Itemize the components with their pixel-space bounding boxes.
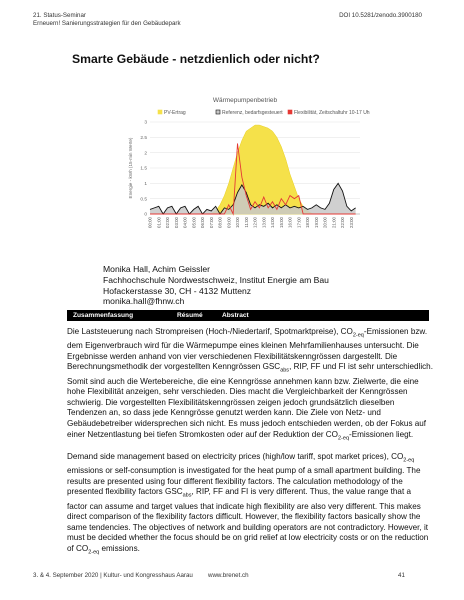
x-tick-label: 21:00: [331, 217, 337, 228]
x-tick-label: 20:00: [322, 217, 328, 228]
doi: DOI 10.5281/zenodo.3900180: [339, 12, 422, 19]
x-tick-label: 04:00: [182, 217, 188, 228]
author-institution: Fachhochschule Nordwestschweiz, Institut Energie am Bau: [103, 274, 329, 285]
tab-resume[interactable]: Résumé: [177, 311, 203, 319]
y-tick-label: 0.5: [140, 197, 147, 203]
y-tick-label: 2.5: [140, 135, 147, 141]
author-address: Hofackerstasse 30, CH - 4132 Muttenz: [103, 285, 252, 296]
x-tick-label: 03:00: [173, 217, 179, 228]
tab-abstract[interactable]: Abstract: [222, 311, 249, 319]
page-title: Smarte Gebäude - netzdienlich oder nicht?: [72, 52, 320, 66]
x-tick-label: 11:00: [243, 217, 249, 228]
legend-entry: Flexibilität, Zeitschaltuhr 10-17 Uhr: [294, 110, 370, 116]
series-pv-area: [150, 125, 356, 214]
y-tick-label: 1: [144, 181, 147, 187]
x-tick-label: 10:00: [235, 217, 240, 228]
legend-swatch: [158, 110, 162, 114]
x-tick-label: 00:00: [147, 217, 153, 228]
x-tick-label: 02:00: [165, 217, 170, 228]
x-tick-label: 12:00: [252, 217, 258, 228]
seminar-name: 21. Status-Seminar: [33, 12, 86, 19]
legend-swatch: [216, 110, 220, 114]
x-tick-label: 23:00: [348, 217, 354, 228]
heat-pump-chart: [120, 92, 370, 252]
y-axis-label: Energie - kWh (15-min Werte): [128, 137, 133, 199]
y-tick-label: 0: [144, 212, 147, 218]
x-tick-label: 13:00: [261, 217, 267, 228]
x-tick-label: 18:00: [305, 217, 310, 228]
abstract-german: Die Laststeuerung nach Strompreisen (Hoch-/Niedertarif, Spotmarktpreise), $CO_{2-eq}$-Emissionen bzw. dem Eigenverbrauch wird für die Wärmepumpe eines kleinen Mehrfamilienhauses untersucht. Die Ergebnisse werden anhand von vier verschiedenen Flexibilitätskenngrössen dargestellt. Die Berechnungsmethodik der vorgestellten Kenngrössen $GSC_{abs}$, RIP, FF und FI ist sehr unterschiedlich. Somit sind auch die Wertebereiche, die eine Kenngrösse annehmen kann bzw. Zielwerte, die eine hohe Flexibilität anzeigen, sehr verschieden. Dies macht die Vergleichbarkeit der Kenngrössen schwierig. Die vorgestellten Flexibilitätskenngrössen zeigen jedoch grundsätzlich dieselben Tendenzen an, so dass jede Kenngrösse genutzt werden kann. Die Ziele von Netz- und Gebäudebetreiber widersprechen sich nicht. Es muss jedoch entschieden werden, ob der Fokus auf einer Netzentlastung bei tiefen Stromkosten oder auf der Reduktion der $CO_{2-eq}$-Emissionen liegt.: [67, 327, 433, 442]
legend-entry: Referenz, bedarfsgesteuert: [222, 110, 283, 116]
author-names: Monika Hall, Achim Geissler: [103, 264, 210, 274]
author-email[interactable]: monika.hall@fhnw.ch: [103, 296, 185, 307]
chart-svg: [120, 92, 370, 252]
chart-title: Wärmepumpenbetrieb: [212, 97, 278, 104]
seminar-subtitle: Erneuern! Sanierungsstrategien für den Gebäudepark: [33, 20, 181, 27]
running-header: [33, 12, 181, 28]
x-tick-label: 14:00: [270, 217, 275, 228]
x-tick-label: 05:00: [191, 217, 197, 228]
y-tick-label: 2: [144, 151, 147, 157]
footer-website[interactable]: www.brenet.ch: [208, 572, 249, 579]
x-tick-label: 06:00: [200, 217, 205, 228]
tab-zusammenfassung[interactable]: Zusammenfassung: [73, 311, 134, 319]
x-tick-label: 19:00: [313, 217, 319, 228]
x-tick-label: 15:00: [278, 217, 284, 228]
footer-date-place: 3. & 4. September 2020 | Kultur- und Kongresshaus Aarau: [33, 572, 193, 579]
x-tick-label: 07:00: [208, 217, 214, 228]
abstract-tab-bar: [67, 310, 429, 321]
x-tick-label: 01:00: [156, 217, 162, 228]
y-tick-label: 1.5: [140, 166, 147, 172]
legend-swatch: [288, 110, 292, 114]
legend-entry: PV-Ertrag: [164, 110, 186, 116]
page-number: 41: [398, 572, 405, 579]
author-block: [103, 264, 329, 307]
x-tick-label: 08:00: [217, 217, 223, 228]
x-tick-label: 17:00: [296, 217, 302, 228]
x-tick-label: 16:00: [287, 217, 293, 228]
abstract-english: Demand side management based on electricity prices (high/low tariff, spot market prices), $CO_{2-eq}$ emissions or self-consumption is investigated for the heat pump of a small apartment building. The results are presented using four different flexibility factors. The calculation methodology of the presented flexibility factors $GSC_{abs}$, RIP, FF and FI is very different. Thus, the value range that a factor can assume and target values that indicate high flexibility are also very different. This makes direct comparison of the flexibility factors difficult. However, the flexibility factors basically show the same tendencies. The objectives of network and building operators are not contradictory. However, it must be decided whether the focus should be on grid relief at low electricity costs or on the reduction of $CO_{2-eq}$ emissions.: [67, 452, 429, 556]
y-tick-label: 3: [144, 120, 147, 126]
x-tick-label: 22:00: [340, 217, 345, 228]
x-tick-label: 09:00: [226, 217, 232, 228]
